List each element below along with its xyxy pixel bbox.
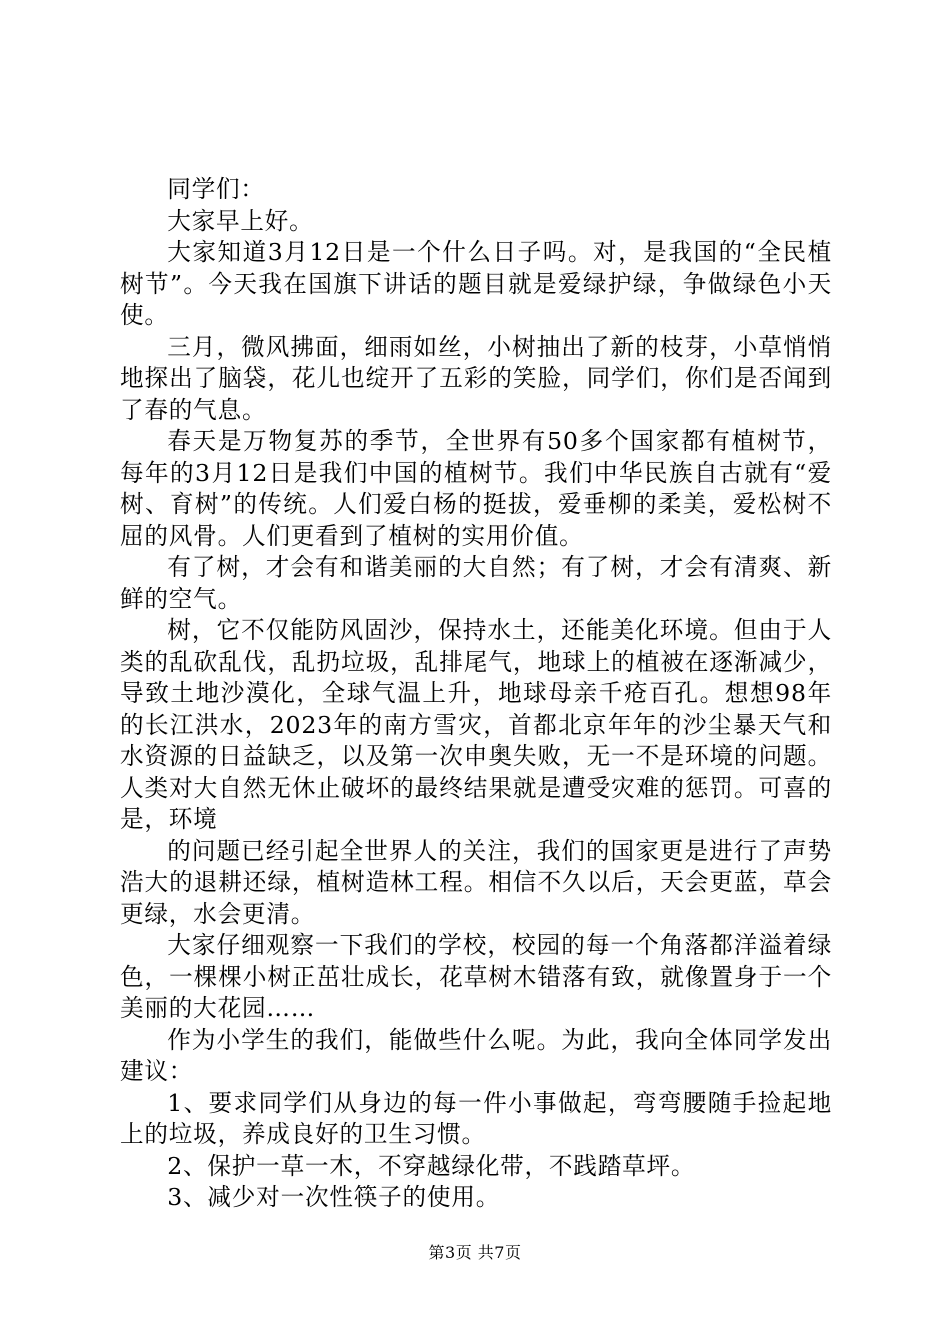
paragraph-proposal-intro: 作为小学生的我们，能做些什么呢。为此，我向全体同学发出建议： [120,1025,832,1085]
paragraph-proposal-3: 3、减少对一次性筷子的使用。 [167,1183,501,1211]
page-number-footer: 第3页 共7页 [428,1243,522,1262]
paragraph-good-morning: 大家早上好。 [167,206,314,235]
paragraph-with-trees: 有了树，才会有和谐美丽的大自然；有了树，才会有清爽、新鲜的空气。 [120,553,832,613]
paragraph-proposal-2: 2、保护一草一木，不穿越绿化带，不践踏草坪。 [167,1151,696,1180]
paragraph-tree-benefits: 树，它不仅能防风固沙，保持水土，还能美化环境。但由于人类的乱砍乱伐，乱扔垃圾，乱排尾气，地球上的植被在逐渐减少，导致土地沙漠化，全球气温上升，地球母亲千疮百孔。想想98年的长江洪水，2023年的南方雪灾，首都北京年年的沙尘暴天气和水资源的日益缺乏，以及第一次申奥失败，无一不是环境的问题。人类对大自然无休止破坏的最终结果就是遭受灾难的惩罚。可喜的是，环境 [120,616,832,833]
paragraph-school-observation: 大家仔细观察一下我们的学校，校园的每一个角落都洋溢着绿色，一棵棵小树正茁壮成长，花草树木错落有致，就像置身于一个美丽的大花园…… [120,931,832,1022]
paragraph-arbor-day-intro: 大家知道3月12日是一个什么日子吗。对，是我国的“全民植树节”。今天我在国旗下讲话的题目就是爱绿护绿，争做绿色小天使。 [120,238,832,329]
paragraph-environment-attention: 的问题已经引起全世界人的关注，我们的国家更是进行了声势浩大的退耕还绿，植树造林工程。相信不久以后，天会更蓝，草会更绿，水会更清。 [120,836,832,928]
paragraph-spring-season: 春天是万物复苏的季节，全世界有50多个国家都有植树节，每年的3月12日是我们中国的植树节。我们中华民族自古就有“爱树、育树”的传统。人们爱白杨的挺拔，爱垂柳的柔美，爱松树不屈的风骨。人们更看到了植树的实用价值。 [120,427,832,550]
paragraph-march-spring: 三月，微风拂面，细雨如丝，小树抽出了新的枝芽，小草悄悄地探出了脑袋，花儿也绽开了五彩的笑脸，同学们，你们是否闻到了春的气息。 [120,332,832,424]
paragraph-proposal-1: 1、要求同学们从身边的每一件小事做起，弯弯腰随手捡起地上的垃圾，养成良好的卫生习惯。 [120,1088,832,1148]
document-body [120,174,832,1214]
paragraph-greeting: 同学们： [167,175,265,203]
